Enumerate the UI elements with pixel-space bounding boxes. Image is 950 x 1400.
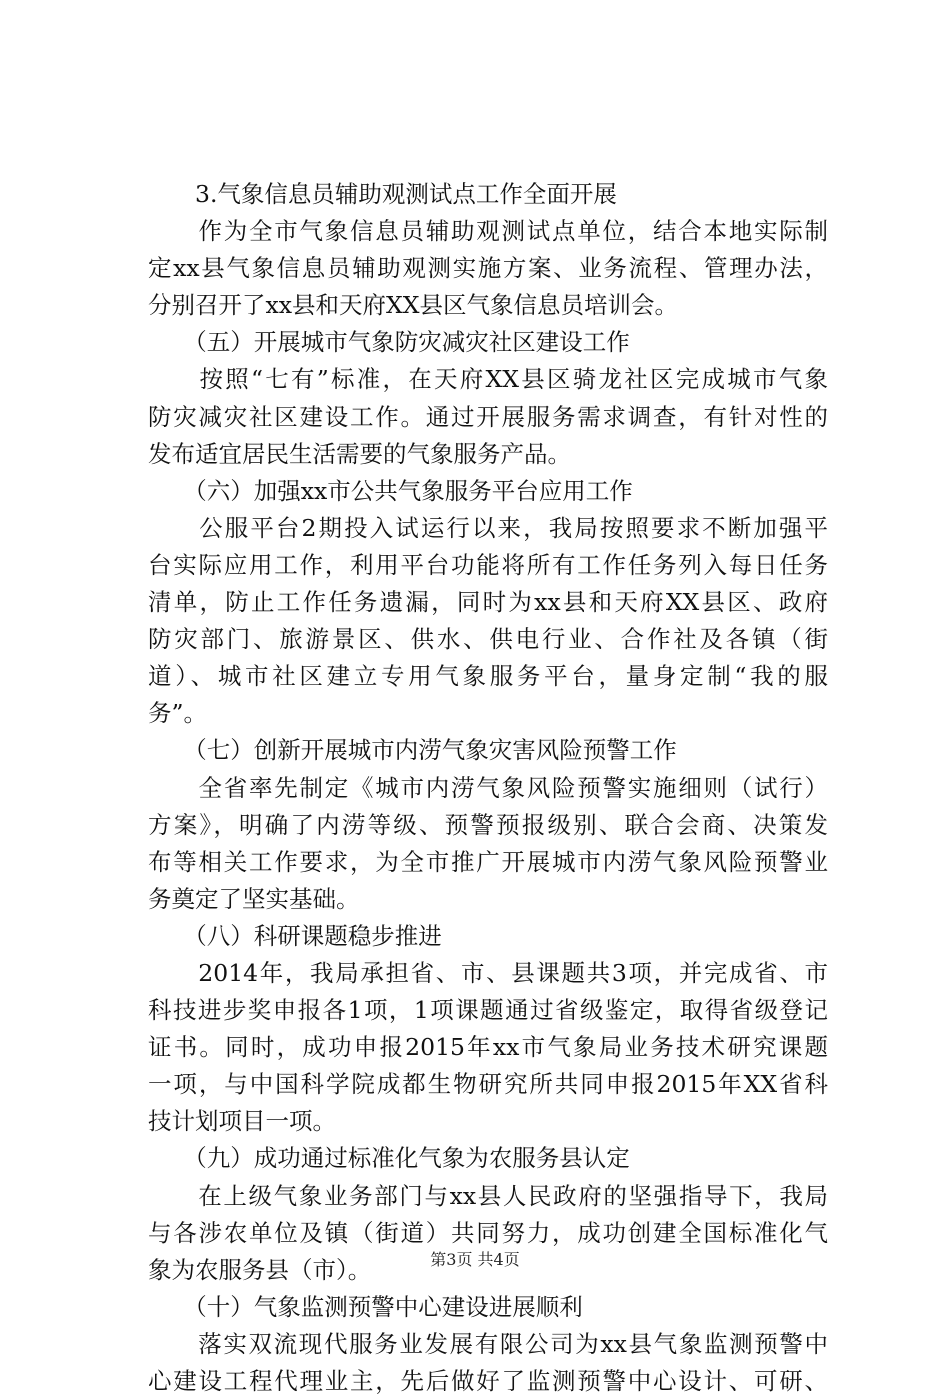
- paragraph-line: 清单，防止工作任务遗漏，同时为xx县和天府XX县区、政府: [148, 588, 828, 617]
- page-footer: 第3页 共4页: [430, 1250, 520, 1269]
- paragraph-line: 道）、城市社区建立专用气象服务平台，量身定制“我的服: [148, 662, 828, 691]
- paragraph-line: 公服平台2期投入试运行以来，我局按照要求不断加强平: [148, 513, 828, 542]
- section-heading-line: （七）创新开展城市内涝气象灾害风险预警工作: [148, 736, 677, 765]
- paragraph-line: 防灾减灾社区建设工作。通过开展服务需求调查，有针对性的: [148, 402, 828, 431]
- section-heading-line: （八）科研课题稳步推进: [148, 921, 442, 950]
- paragraph-line: 心建设工程代理业主，先后做好了监测预警中心设计、可研、: [148, 1367, 828, 1395]
- paragraph-line: 定xx县气象信息员辅助观测实施方案、业务流程、管理办法，: [148, 254, 828, 283]
- paragraph-line: 在上级气象业务部门与xx县人民政府的坚强指导下，我局: [148, 1181, 828, 1210]
- section-heading-line: （九）成功通过标准化气象为农服务县认定: [148, 1144, 630, 1173]
- paragraph-line: 务”。: [148, 699, 208, 728]
- paragraph-line: 一项，与中国科学院成都生物研究所共同申报2015年XX省科: [148, 1070, 828, 1099]
- paragraph-line: 发布适宜居民生活需要的气象服务产品。: [148, 439, 571, 468]
- section-heading-line: （十）气象监测预警中心建设进展顺利: [148, 1292, 583, 1321]
- paragraph-line: 全省率先制定《城市内涝气象风险预警实施细则（试行）: [148, 773, 828, 802]
- paragraph-line: 方案》，明确了内涝等级、预警预报级别、联合会商、决策发: [148, 810, 828, 839]
- section-heading-line: （五）开展城市气象防灾减灾社区建设工作: [148, 328, 630, 357]
- paragraph-line: 台实际应用工作，利用平台功能将所有工作任务列入每日任务: [148, 550, 828, 579]
- paragraph-line: 布等相关工作要求，为全市推广开展城市内涝气象风险预警业: [148, 847, 828, 876]
- paragraph-line: 按照“七有”标准，在天府XX县区骑龙社区完成城市气象: [148, 365, 828, 394]
- section-heading-line: 3.气象信息员辅助观测试点工作全面开展: [148, 180, 617, 208]
- paragraph-line: 2014年，我局承担省、市、县课题共3项，并完成省、市: [148, 958, 828, 987]
- paragraph-line: 象为农服务县（市）。: [148, 1255, 372, 1284]
- paragraph-line: 证书。同时，成功申报2015年xx市气象局业务技术研究课题: [148, 1033, 828, 1062]
- document-body: [148, 176, 828, 1400]
- paragraph-line: 作为全市气象信息员辅助观测试点单位，结合本地实际制: [148, 217, 828, 246]
- paragraph-line: 落实双流现代服务业发展有限公司为xx县气象监测预警中: [148, 1329, 828, 1358]
- paragraph-line: 科技进步奖申报各1项，1项课题通过省级鉴定，取得省级登记: [148, 996, 828, 1025]
- paragraph-line: 分别召开了xx县和天府XX县区气象信息员培训会。: [148, 291, 678, 320]
- paragraph-line: 防灾部门、旅游景区、供水、供电行业、合作社及各镇（街: [148, 625, 828, 654]
- paragraph-line: 与各涉农单位及镇（街道）共同努力，成功创建全国标准化气: [148, 1218, 828, 1247]
- section-heading-line: （六）加强xx市公共气象服务平台应用工作: [148, 476, 633, 505]
- paragraph-line: 技计划项目一项。: [148, 1107, 336, 1136]
- paragraph-line: 务奠定了坚实基础。: [148, 884, 360, 913]
